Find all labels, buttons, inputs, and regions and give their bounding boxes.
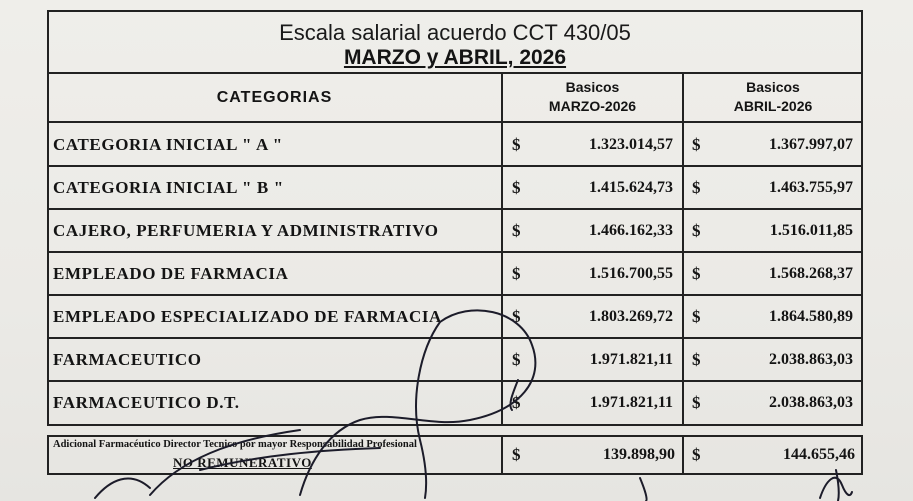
currency-symbol: $	[692, 178, 701, 197]
value-marzo: 1.415.624,73	[589, 179, 673, 196]
currency-symbol: $	[512, 135, 521, 154]
document-subtitle: MARZO y ABRIL, 2026	[343, 46, 567, 69]
value-abril: 2.038.863,03	[769, 394, 853, 411]
header-abril	[683, 74, 863, 122]
adicional-label: Adicional Farmacéutico Director Tecnico por mayor Responsabilidad Profesional	[53, 439, 417, 450]
row-categoria: FARMACEUTICO	[53, 350, 202, 369]
header-marzo-line1: Basicos	[565, 79, 620, 95]
table-row	[47, 381, 863, 424]
row-categoria: CATEGORIA INICIAL " A "	[53, 135, 283, 154]
currency-symbol: $	[692, 445, 701, 464]
table-row	[47, 123, 863, 166]
currency-symbol: $	[512, 445, 521, 464]
value-abril: 1.516.011,85	[769, 222, 853, 239]
table-row	[47, 252, 863, 295]
table-row	[47, 338, 863, 381]
value-marzo: 1.803.269,72	[589, 308, 673, 325]
currency-symbol: $	[512, 393, 521, 412]
row-categoria: FARMACEUTICO D.T.	[53, 393, 240, 412]
header-marzo-line2: MARZO-2026	[548, 98, 637, 114]
row-categoria: CAJERO, PERFUMERIA Y ADMINISTRATIVO	[53, 221, 439, 240]
value-marzo: 1.516.700,55	[589, 265, 673, 282]
currency-symbol: $	[692, 135, 701, 154]
currency-symbol: $	[512, 221, 521, 240]
column-divider-1	[501, 437, 503, 473]
column-divider-2	[682, 437, 684, 473]
currency-symbol: $	[692, 393, 701, 412]
value-abril: 1.568.268,37	[769, 265, 853, 282]
adicional-row	[47, 435, 863, 475]
document-title: Escala salarial acuerdo CCT 430/05	[279, 20, 631, 45]
value-marzo: 1.323.014,57	[589, 136, 673, 153]
currency-symbol: $	[512, 350, 521, 369]
value-abril: 2.038.863,03	[769, 351, 853, 368]
title-box	[47, 10, 863, 74]
adicional-value-abril: 144.655,46	[783, 446, 855, 463]
value-abril: 1.864.580,89	[769, 308, 853, 325]
currency-symbol: $	[692, 307, 701, 326]
row-categoria: EMPLEADO DE FARMACIA	[53, 264, 289, 283]
header-abril-line1: Basicos	[746, 79, 800, 95]
value-marzo: 1.971.821,11	[589, 394, 673, 411]
adicional-value-marzo: 139.898,90	[603, 446, 675, 463]
value-marzo: 1.971.821,11	[589, 351, 673, 368]
table-row	[47, 295, 863, 338]
currency-symbol: $	[692, 221, 701, 240]
header-categorias: CATEGORIAS	[216, 89, 333, 106]
table-row	[47, 166, 863, 209]
currency-symbol: $	[512, 264, 521, 283]
value-abril: 1.463.755,97	[769, 179, 853, 196]
currency-symbol: $	[512, 307, 521, 326]
header-abril-line2: ABRIL-2026	[733, 98, 813, 114]
currency-symbol: $	[692, 264, 701, 283]
no-remunerativo-note: NO REMUNERATIVO	[173, 455, 312, 470]
row-categoria: CATEGORIA INICIAL " B "	[53, 178, 284, 197]
currency-symbol: $	[692, 350, 701, 369]
header-marzo	[502, 74, 683, 122]
currency-symbol: $	[512, 178, 521, 197]
value-abril: 1.367.997,07	[769, 136, 853, 153]
row-categoria: EMPLEADO ESPECIALIZADO DE FARMACIA	[53, 307, 442, 326]
table-row	[47, 209, 863, 252]
value-marzo: 1.466.162,33	[589, 222, 673, 239]
